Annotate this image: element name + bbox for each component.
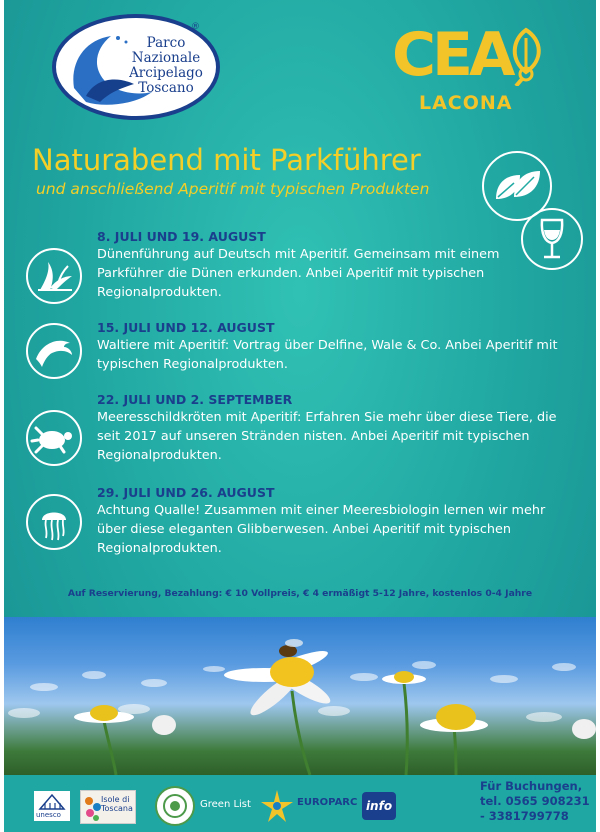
unesco-logo: [34, 791, 70, 821]
unesco-label: unesco: [36, 811, 61, 819]
park-logo-line: Arcipelago: [129, 65, 203, 81]
isole-label: Isole di Toscana: [101, 795, 133, 813]
bee: [279, 639, 303, 657]
cea-place: LACONA: [419, 92, 513, 114]
event-description: Achtung Qualle! Zusammen mit einer Meeresbiologin lernen wir mehr über diese eleganten Glibberwesen. Anbei Aperitif mit typischen Regionalprodukten.: [97, 503, 546, 556]
booking-label: Für Buchungen,: [480, 779, 583, 793]
park-logo-line: Parco: [146, 35, 186, 51]
europarc-star-icon: [259, 788, 295, 824]
dolphin-icon: [26, 323, 82, 379]
cea-logo: [392, 20, 552, 120]
event-4: [97, 484, 567, 558]
cea-word: CEA: [392, 20, 512, 90]
event-description: Meeresschildkröten mit Aperitif: Erfahren Sie mehr über diese Tiere, die seit 2017 auf unseren Stränden nisten. Anbei Aperitif mit typischen Regionalprodukten.: [97, 410, 557, 463]
booking-info: [480, 779, 590, 824]
flower-photo: [4, 617, 596, 775]
leaf-magnifier-icon: [504, 26, 548, 86]
event-3: [97, 391, 567, 465]
daisy-large: [224, 646, 334, 720]
park-logo-line: Nazionale: [131, 50, 201, 66]
event-date: 29. JULI UND 26. AUGUST: [97, 485, 275, 500]
page-subtitle: und anschließend Aperitif mit typischen Produkten: [36, 180, 430, 198]
europarc-label: EUROPARC: [297, 797, 358, 808]
poster: [4, 0, 596, 832]
info-logo: [362, 792, 396, 820]
park-logo-text: [118, 36, 214, 96]
event-date: 8. JULI UND 19. AUGUST: [97, 229, 266, 244]
event-1: [97, 228, 567, 302]
event-2: [97, 319, 567, 374]
registered-mark: ®: [191, 22, 200, 32]
dune-plant-icon: [26, 248, 82, 304]
reservation-info: Auf Reservierung, Bezahlung: € 10 Vollpreis, € 4 ermäßigt 5-12 Jahre, kostenlos 0-4 Jahre: [67, 588, 533, 599]
sea-turtle-icon: [26, 410, 82, 466]
booking-phone-1: tel. 0565 908231: [480, 794, 590, 808]
info-label: info: [365, 799, 393, 813]
event-description: Waltiere mit Aperitif: Vortrag über Delfine, Wale & Co. Anbei Aperitif mit typischen Regionalprodukten.: [97, 338, 558, 372]
event-description: Dünenführung auf Deutsch mit Aperitif. Gemeinsam mit einem Parkführer die Dünen erkunden. Anbei Aperitif mit typischen Regionalprodukten.: [97, 247, 500, 300]
booking-phone-2: - 3381799778: [480, 809, 569, 823]
park-logo-line: Toscano: [138, 80, 194, 96]
event-date: 22. JULI UND 2. SEPTEMBER: [97, 392, 293, 407]
jellyfish-icon: [26, 494, 82, 550]
page-title: Naturabend mit Parkführer: [32, 143, 421, 177]
isole-di-toscana-logo: [80, 790, 136, 824]
green-list-label: Green List: [200, 799, 251, 810]
green-list-emblem-icon: [155, 786, 195, 826]
event-date: 15. JULI UND 12. AUGUST: [97, 320, 275, 335]
